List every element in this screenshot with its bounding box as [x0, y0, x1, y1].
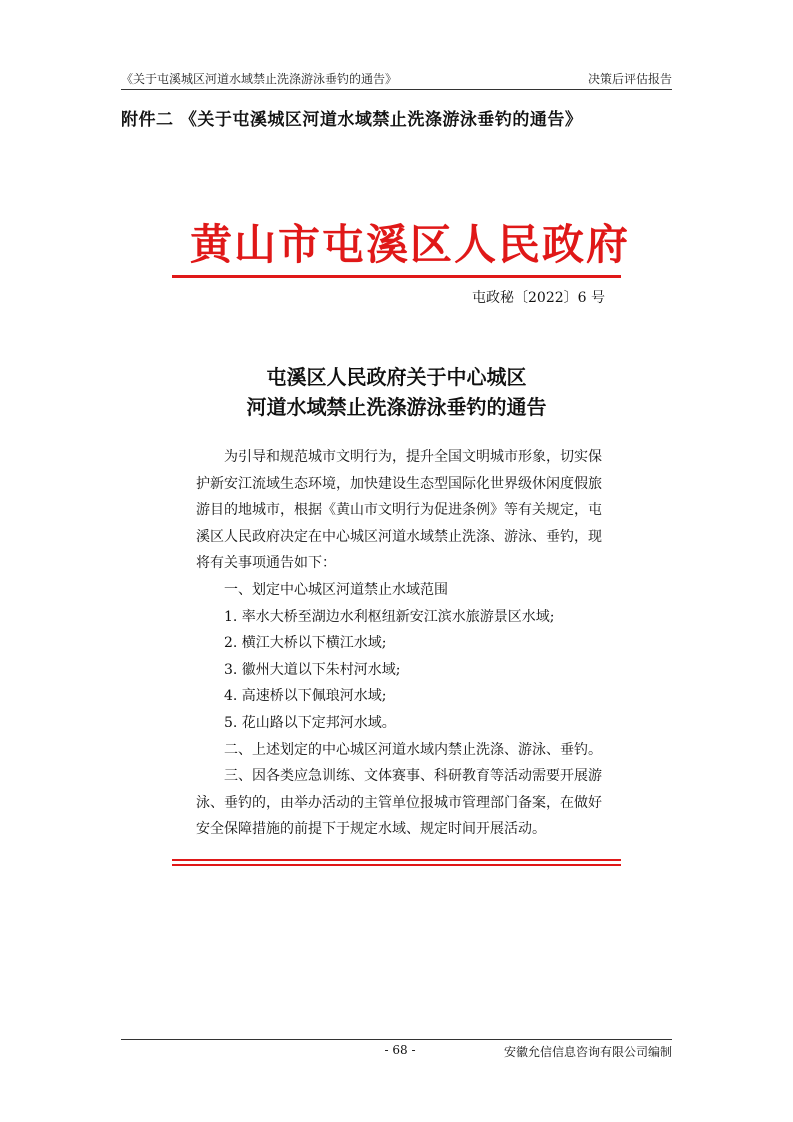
red-separator-top	[172, 275, 621, 278]
list-item: 4. 高速桥以下佩琅河水域;	[224, 688, 387, 705]
list-item: 3. 徽州大道以下朱村河水域;	[224, 661, 401, 678]
running-header-title: 《关于屯溪城区河道水域禁止洗涤游泳垂钓的通告》	[121, 72, 398, 86]
issuer-title: 黄山市屯溪区人民政府	[190, 220, 631, 269]
document-number: 屯政秘〔2022〕6 号	[472, 290, 605, 306]
notice-title-line2: 河道水域禁止洗涤游泳垂钓的通告	[246, 395, 547, 419]
attachment-title: 附件二 《关于屯溪城区河道水域禁止洗涤游泳垂钓的通告》	[121, 110, 583, 130]
section-2: 二、上述划定的中心城区河道水域内禁止洗涤、游泳、垂钓。	[224, 741, 602, 758]
intro-paragraph: 为引导和规范城市文明行为，提升全国文明城市形象，切实保护新安江流域生态环境，加快建设生态型国际化世界级休闲度假旅游目的地城市，根据《黄山市文明行为促进条例》等有关规定，屯溪区人民政府决定在中心城区河道水域禁止洗涤、游泳、垂钓，现将有关事项通告如下：	[196, 449, 602, 572]
footer-rule	[121, 1039, 672, 1040]
list-item: 5. 花山路以下定邦河水域。	[224, 714, 396, 731]
running-header-report: 决策后评估报告	[587, 72, 672, 86]
red-separator-bottom-second	[172, 864, 621, 866]
list-item: 2. 横江大桥以下横江水域;	[224, 635, 387, 652]
page-number: - 68 -	[384, 1043, 416, 1057]
notice-body	[196, 444, 610, 843]
section-3: 三、因各类应急训练、文体赛事、科研教育等活动需要开展游泳、垂钓的，由举办活动的主管单位报城市管理部门备案，在做好安全保障措施的前提下于规定水域、规定时间开展活动。	[196, 768, 602, 838]
section-heading-1: 一、划定中心城区河道禁止水域范围	[224, 581, 448, 598]
red-separator-bottom	[172, 859, 621, 861]
list-item: 1. 率水大桥至湖边水利枢纽新安江滨水旅游景区水域;	[224, 608, 555, 625]
footer-publisher: 安徽允信信息咨询有限公司编制	[503, 1045, 672, 1059]
header-rule	[121, 89, 672, 90]
notice-title-line1: 屯溪区人民政府关于中心城区	[266, 365, 527, 389]
notice-title	[172, 362, 621, 422]
